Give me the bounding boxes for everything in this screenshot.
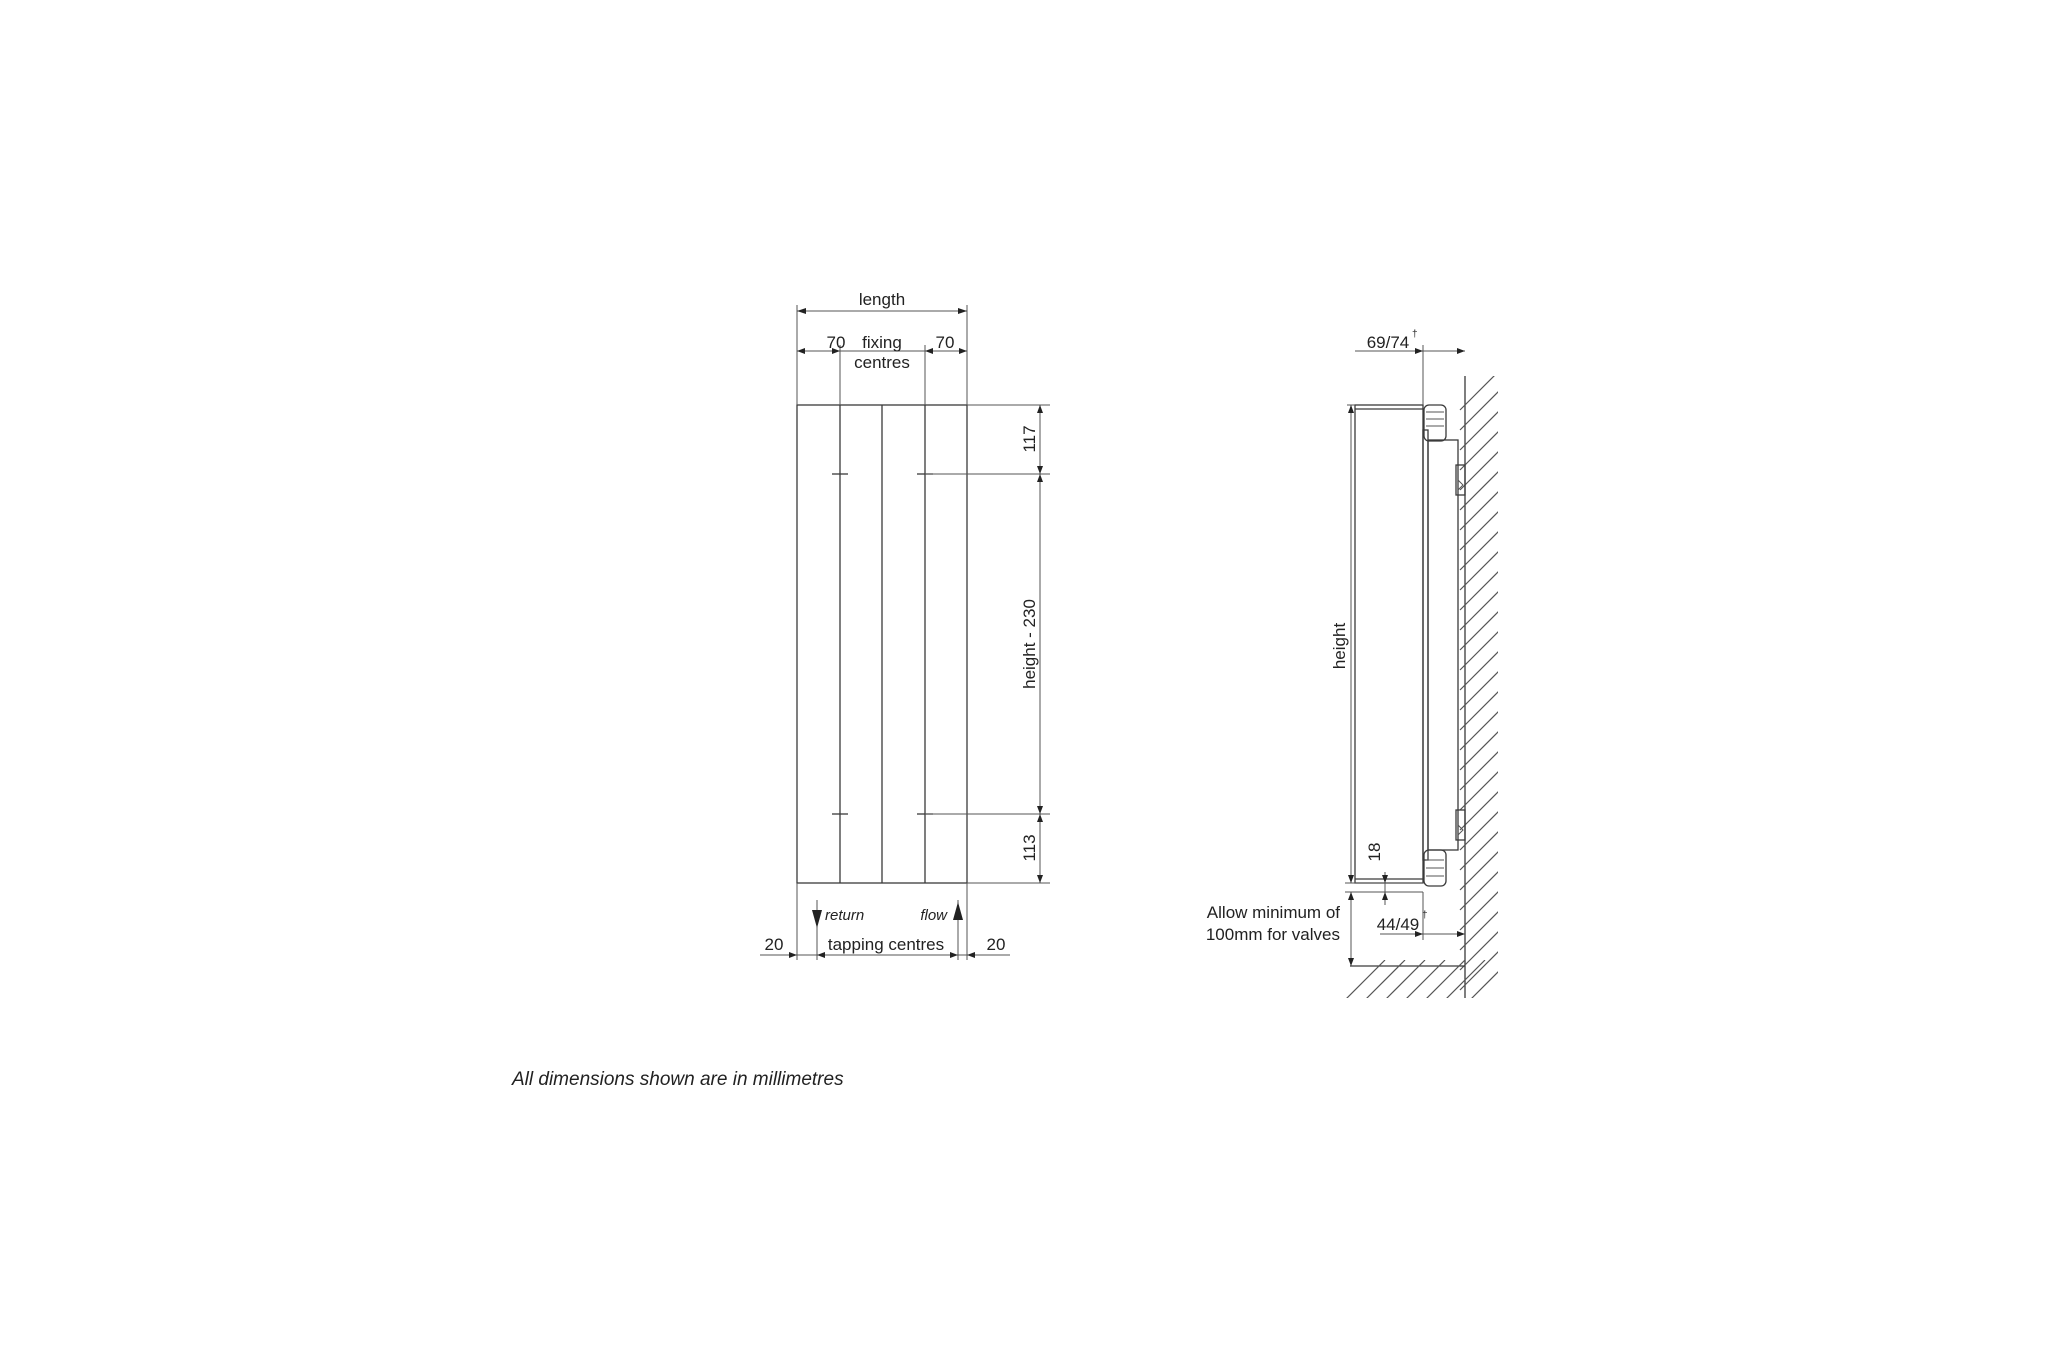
length-label: length [858,290,906,309]
front-view [760,290,1050,960]
valves-allowance [1206,892,1354,966]
return-label: return [825,907,865,924]
return-arrow [812,910,822,928]
depth-bottom-dimension [1377,892,1465,940]
left-edge-dim: 20 [764,935,784,954]
left-fixing-offset: 70 [826,333,846,352]
height-label: height [1330,622,1349,670]
wall [1460,370,1500,1010]
top-fixing-dim: 117 [1020,425,1039,453]
height-dimension [1330,405,1355,883]
flow-label: flow [920,907,947,924]
vertical-dimension-chain [925,405,1050,883]
floor [1345,960,1485,1000]
top-fitting [1424,405,1446,441]
bottom-fixing-dim: 113 [1020,834,1039,862]
fixing-height-dim: height - 230 [1020,599,1039,689]
flow-arrow [953,902,963,920]
fixing-centres-label-line1: fixing [862,333,902,352]
units-footnote: All dimensions shown are in millimetres [512,1069,844,1090]
depth-bottom-mark: † [1422,910,1428,921]
fixing-centres-dimension [797,333,967,405]
fixing-centres-label-line2: centres [854,353,910,372]
lower-bracket [1456,810,1465,840]
valves-note-line2: 100mm for valves [1205,925,1340,944]
bottom-gap-dimension [1345,843,1423,905]
bottom-gap-label: 18 [1365,842,1384,862]
tappings [760,883,1010,960]
right-edge-dim: 20 [986,935,1006,954]
tapping-centres-label: tapping centres [827,935,945,954]
valves-note-line1: Allow minimum of [1206,903,1340,922]
depth-top-label: 69/74 [1366,333,1410,352]
radiator-side-profile [1355,405,1465,886]
depth-top-mark: † [1412,329,1418,340]
right-fixing-offset: 70 [935,333,955,352]
side-view [1206,329,1500,1010]
depth-bottom-label: 44/49 [1376,915,1420,934]
depth-top-dimension [1355,329,1465,405]
